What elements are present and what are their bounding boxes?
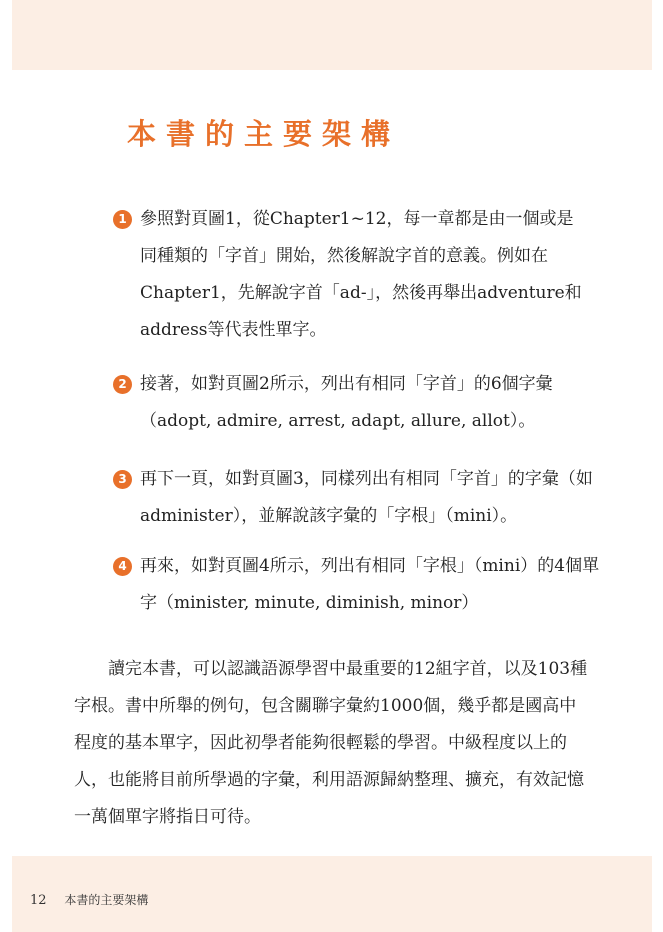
page-footer — [30, 891, 148, 908]
text-line: 讀完本書，可以認識語源學習中最重要的12組字首，以及103種 — [108, 659, 588, 679]
text-line: Chapter1，先解說字首「ad-」，然後再舉出adventure和 — [140, 283, 582, 303]
text-line: address等代表性單字。 — [140, 320, 327, 340]
number-badge: 3 — [113, 470, 132, 489]
list-item-text — [140, 366, 580, 440]
number-badge: 4 — [113, 557, 132, 576]
text-line: 程度的基本單字，因此初學者能夠很輕鬆的學習。中級程度以上的 — [74, 733, 567, 753]
number-badge: 1 — [113, 210, 132, 229]
text-line: 再來，如對頁圖4所示，列出有相同「字根」（mini）的4個單 — [140, 556, 600, 576]
number-badge: 2 — [113, 375, 132, 394]
text-line: 同種類的「字首」開始，然後解說字首的意義。例如在 — [140, 246, 548, 266]
list-item-text — [140, 548, 600, 622]
text-line: 接著，如對頁圖2所示，列出有相同「字首」的6個字彙 — [140, 374, 553, 394]
text-line: （adopt, admire, arrest, adapt, allure, allot）。 — [140, 411, 536, 431]
text-line: 字（minister, minute, diminish, minor） — [140, 593, 479, 613]
text-line: 再下一頁，如對頁圖3，同樣列出有相同「字首」的字彙（如 — [140, 469, 593, 489]
body-paragraph — [74, 651, 586, 836]
list-item-text — [140, 201, 580, 349]
page-title: 本書的主要架構 — [127, 117, 401, 151]
text-line: 人，也能將目前所學過的字彙，利用語源歸納整理、擴充，有效記憶 — [74, 770, 584, 790]
top-decorative-band — [12, 0, 652, 70]
text-line: 字根。書中所舉的例句，包含關聯字彙約1000個，幾乎都是國高中 — [74, 696, 577, 716]
text-line: 參照對頁圖1，從Chapter1~12，每一章都是由一個或是 — [140, 209, 574, 229]
page-number: 12 — [30, 893, 47, 908]
list-item-text — [140, 461, 593, 535]
text-line: 一萬個單字將指日可待。 — [74, 807, 261, 827]
text-line: administer），並解說該字彙的「字根」（mini）。 — [140, 506, 518, 526]
footer-section-title: 本書的主要架構 — [64, 893, 149, 907]
